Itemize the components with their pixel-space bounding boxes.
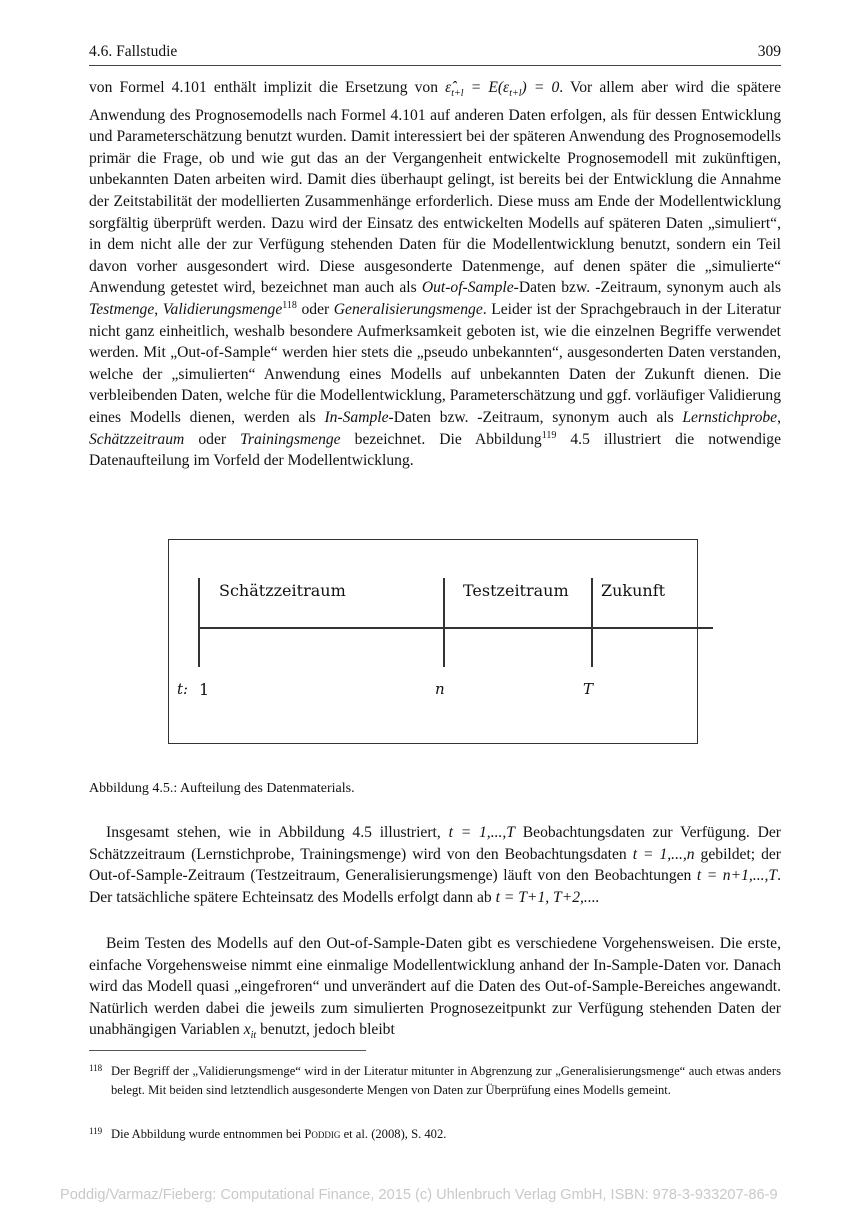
axis-prefix-t: t: [177,680,189,698]
footnote-number: 118 [89,1063,103,1073]
term-generalisierungsmenge: Generalisierungsmenge [333,301,483,319]
label-testzeitraum: Testzeitraum [463,581,569,600]
tick-label-n: n [435,680,445,698]
copyright-watermark: Poddig/Varmaz/Fieberg: Computational Finance, 2015 (c) Uhlenbruch Verlag GmbH, ISBN: 978-3-933207-86-9 [60,1187,778,1203]
timeline-axis [199,627,713,629]
math-t-range-n: t = 1,...,n [632,845,695,863]
footnote-119 [89,1125,781,1144]
tick-label-1: 1 [199,680,210,699]
math-t-range-T: t = 1,...,T [448,824,515,841]
footnote-text: Der Begriff der „Validierungsmenge“ wird in der Literatur mitunter in Abgrenzung zur „Generalisierungsmenge“ auch etwas anders belegt. Mit beiden sind letztendlich ausgesonderte Mengen von Daten zur Überprüfung eines Modells gemeint. [111,1064,781,1097]
footnote-ref-118[interactable]: 118 [282,300,297,312]
figure-caption: Abbildung 4.5.: Aufteilung des Datenmaterials. [89,781,355,796]
footnote-number: 119 [89,1126,103,1136]
term-in-sample: In-Sample [324,409,389,427]
tick-label-T: T [583,680,594,698]
label-zukunft: Zukunft [601,581,666,600]
math-t-range-test: t = n+1,...,T [696,867,778,885]
footnote-118 [89,1062,781,1099]
footnote-divider [89,1050,366,1051]
term-validierungsmenge: Validierungsmenge [162,301,283,319]
label-schaetzzeitraum: Schätzzeitraum [219,581,346,600]
footnote-ref-119[interactable]: 119 [541,429,557,441]
paragraph-data-split-intro: von Formel 4.101 enthält implizit die Ersetzung von $\varepsilon̂_{t+l} = E(\varepsilon_{t+l}) = 0$. Vor allem aber wird die spätere Anwendung des Prognosemodells nach Formel 4.101 auf anderen Daten erfolgen, als für dessen Entwicklung und Parameterschätzung benutzt wurden. Damit interessiert bei der späteren Anwendung des Prognosemodells primär die Frage, ob und wie gut das an der Vergangenheit entwickelte Prognosemodell mit zukünftigen, unbekannten Daten arbeiten wird. Damit dies überhaupt gelingt, ist bereits bei der Entwicklung die Annahme der Zeitstabilität der modellierten Zusammenhänge erforderlich. Diese muss am Ende der Modellentwicklung sorgfältig überprüft werden. Dazu wird der Einsatz des entwickelten Modells auf späteren Daten „simuliert“, in dem nicht alle der zur Verfügung stehenden Daten für die Modellentwicklung benutzt, sondern ein Teil davon vorher ausgesondert wird. Diese ausgesonderte Datenmenge, auf denen später die „simulierte“ Anwendung getestet wird, bezeichnet man auch als Out-of-Sample-Daten bzw. -Zeitraum, synonym auch als Testmenge, Validierungsmenge$^{118}$ oder Generalisierungsmenge. Leider ist der Sprachgebrauch in der Literatur nicht ganz einheitlich, weshalb besondere Aufmerksamkeit geboten ist, wie die einzelnen Begriffe verwendet werden. Mit „Out-of-Sample“ werden hier stets die „pseudo unbekannten“, ausgesonderten Daten verstanden, welche der „simulierten“ Anwendung eines Modells auf unbekannten Daten der Zukunft dienen. Die verbleibenden Daten, welche für die Modellentwicklung, Parameterschätzung und ggf. vorläufiger Validierung eines Modells dienen, werden als In-Sample-Daten bzw. -Zeitraum, synonym auch als Lernstichprobe, Schätzzeitraum oder Trainingsmenge bezeichnet. Die Abbildung$^{119}$ 4.5 illustriert die notwendige Datenaufteilung im Vorfeld der Modellentwicklung. [89,79,782,470]
paragraph-testing-approaches: Beim Testen des Modells auf den Out-of-Sample-Daten gibt es verschiedene Vorgehensweisen. Die erste, einfache Vorgehensweise nimmt eine einmalige Modellentwicklung anhand der In-Sample-Daten vor. Danach wird das Modell quasi „eingefroren“ und unverändert auf die Daten des Out-of-Sample-Bereiches angewandt. Natürlich werden dabei die jeweils zum simulierten Prognosezeitpunkt zur Verfügung stehenden Daten der unabhängigen Variablen $x_{it}$ benutzt, jedoch bleibt [89,935,781,1042]
text: bezeichnet. Die Abbildung [340,430,542,448]
tick-n [443,578,445,667]
text: . Vor allem aber wird die spätere Anwendung des Prognosemodells nach Formel 4.101 auf anderen Daten erfolgen, als für dessen Entwicklung und Parameterschätzung benutzt wurden. Damit interessiert bei der späteren Anwendung des Prognosemodells primär die Frage, ob und wie gut das an der Vergangenheit entwickelte Prognosemodell mit zukünftigen, unbekannten Daten arbeiten wird. Damit dies überhaupt gelingt, ist bereits bei der Entwicklung die Annahme der Zeitstabilität der modellierten Zusammenhänge erforderlich. Diese muss am Ende der Modellentwicklung sorgfältig überprüft werden. Dazu wird der Einsatz des entwickelten Modells auf späteren Daten „simuliert“, in dem nicht alle der zur Verfügung stehenden Daten für die Modellentwicklung benutzt, sondern ein Teil davon vorher ausgesondert wird. Diese ausgesonderte Datenmenge, auf denen später die „simulierte“ Anwendung getestet wird, bezeichnet man auch als [89,79,782,297]
tick-start [198,578,200,667]
tick-T [591,578,593,667]
term-lernstichprobe: Lernstichprobe [682,409,778,427]
figure-data-split-diagram [168,539,698,744]
text: -Daten bzw. -Zeitraum, synonym auch als [513,279,782,297]
text: -Daten bzw. -Zeitraum, synonym auch als [388,409,683,427]
term-out-of-sample: Out-of-Sample [421,279,514,297]
text: 4.5 illustriert die notwendige Datenaufteilung im Vorfeld der Modellentwicklung. [89,430,781,470]
paragraph-observation-periods: Insgesamt stehen, wie in Abbildung 4.5 illustriert, t = 1,...,T Beobachtungsdaten zur Verfügung. Der Schätzzeitraum (Lernstichprobe, Trainingsmenge) wird von den Beobachtungsdaten t = 1,...,n gebildet; der Out-of-Sample-Zeitraum (Testzeitraum, Generalisierungsmenge) läuft von den Beobachtungen t = n+1,...,T. Der tatsächliche spätere Echteinsatz des Modells erfolgt dann ab t = T+1, T+2,.... [89,824,781,906]
term-trainingsmenge: Trainingsmenge [240,430,341,448]
term-testmenge: Testmenge [89,301,155,319]
text: von Formel 4.101 enthält implizit die Ersetzung von [89,79,446,96]
text: . Leider ist der Sprachgebrauch in der Literatur nicht ganz einheitlich, weshalb besondere Aufmerksamkeit geboten ist, wie die einzelnen Begriffe verwendet werden. Mit „Out-of-Sample“ werden hier stets die „pseudo unbekannten“, ausgesonderten Daten verstanden, welche der „simulierten“ Anwendung eines Modells auf unbekannten Daten der Zukunft dienen. Die verbleibenden Daten, welche für die Modellentwicklung, Parameterschätzung und ggf. vorläufiger Validierung eines Modells dienen, werden als [89,301,781,427]
running-header [89,43,781,66]
math-x-it: $x_{it}$ [243,1021,257,1042]
math-epsilon-hat: $\varepsilon̂_{t+l} = E(\varepsilon_{t+l}) = 0$ [445,79,560,100]
math-t-future: t = T+1, T+2,.... [495,888,600,906]
term-schaetzzeitraum: Schätzzeitraum [89,430,185,448]
author-name: Poddig [304,1127,341,1141]
section-title: 4.6. Fallstudie [89,43,178,60]
page-number: 309 [757,43,781,60]
footnote-text: Die Abbildung wurde entnommen bei Poddig et al. (2008), S. 402. [111,1127,447,1141]
